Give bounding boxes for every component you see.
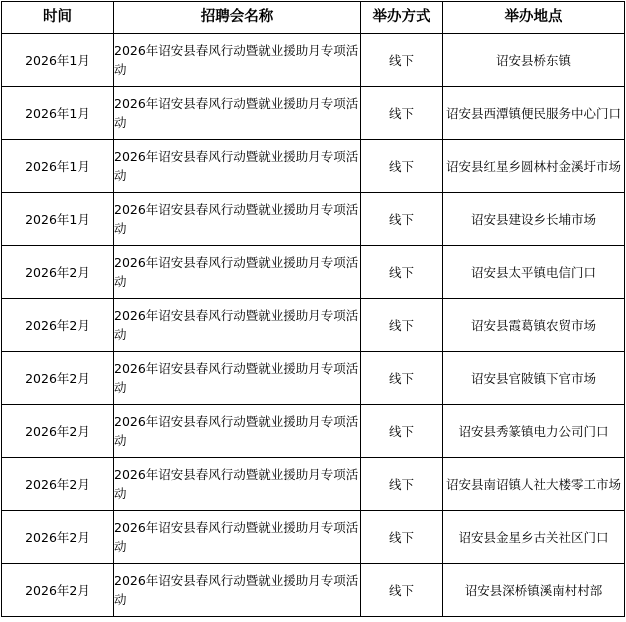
- header-location: 举办地点: [443, 2, 625, 34]
- cell-location: 诏安县南诏镇人社大楼零工市场: [443, 458, 625, 511]
- table-row: [2, 87, 625, 140]
- cell-mode: 线下: [361, 87, 443, 140]
- table-row: [2, 564, 625, 617]
- cell-time: 2026年2月: [2, 352, 114, 405]
- cell-mode: 线下: [361, 299, 443, 352]
- table-row: [2, 246, 625, 299]
- cell-mode: 线下: [361, 352, 443, 405]
- cell-mode: 线下: [361, 458, 443, 511]
- cell-time: 2026年1月: [2, 87, 114, 140]
- cell-time: 2026年2月: [2, 299, 114, 352]
- cell-time: 2026年2月: [2, 458, 114, 511]
- cell-fair-name: 2026年诏安县春风行动暨就业援助月专项活动: [114, 87, 361, 140]
- cell-mode: 线下: [361, 405, 443, 458]
- cell-location: 诏安县金星乡古关社区门口: [443, 511, 625, 564]
- cell-location: 诏安县霞葛镇农贸市场: [443, 299, 625, 352]
- cell-mode: 线下: [361, 564, 443, 617]
- cell-fair-name: 2026年诏安县春风行动暨就业援助月专项活动: [114, 405, 361, 458]
- cell-fair-name: 2026年诏安县春风行动暨就业援助月专项活动: [114, 193, 361, 246]
- cell-time: 2026年1月: [2, 140, 114, 193]
- cell-mode: 线下: [361, 34, 443, 87]
- cell-mode: 线下: [361, 193, 443, 246]
- cell-time: 2026年1月: [2, 34, 114, 87]
- cell-fair-name: 2026年诏安县春风行动暨就业援助月专项活动: [114, 299, 361, 352]
- cell-location: 诏安县官陂镇下官市场: [443, 352, 625, 405]
- cell-time: 2026年1月: [2, 193, 114, 246]
- cell-time: 2026年2月: [2, 405, 114, 458]
- cell-time: 2026年2月: [2, 564, 114, 617]
- header-time: 时间: [2, 2, 114, 34]
- table-row: [2, 405, 625, 458]
- cell-mode: 线下: [361, 140, 443, 193]
- table-row: [2, 34, 625, 87]
- cell-location: 诏安县建设乡长埔市场: [443, 193, 625, 246]
- cell-fair-name: 2026年诏安县春风行动暨就业援助月专项活动: [114, 34, 361, 87]
- cell-time: 2026年2月: [2, 246, 114, 299]
- job-fair-table: [1, 1, 625, 617]
- cell-fair-name: 2026年诏安县春风行动暨就业援助月专项活动: [114, 246, 361, 299]
- cell-fair-name: 2026年诏安县春风行动暨就业援助月专项活动: [114, 458, 361, 511]
- cell-location: 诏安县红星乡圆林村金溪圩市场: [443, 140, 625, 193]
- table-row: [2, 193, 625, 246]
- cell-location: 诏安县桥东镇: [443, 34, 625, 87]
- cell-time: 2026年2月: [2, 511, 114, 564]
- cell-fair-name: 2026年诏安县春风行动暨就业援助月专项活动: [114, 352, 361, 405]
- cell-mode: 线下: [361, 246, 443, 299]
- cell-location: 诏安县深桥镇溪南村村部: [443, 564, 625, 617]
- header-fair-name: 招聘会名称: [114, 2, 361, 34]
- cell-fair-name: 2026年诏安县春风行动暨就业援助月专项活动: [114, 564, 361, 617]
- table-row: [2, 140, 625, 193]
- table-row: [2, 352, 625, 405]
- cell-location: 诏安县秀篆镇电力公司门口: [443, 405, 625, 458]
- cell-location: 诏安县太平镇电信门口: [443, 246, 625, 299]
- cell-mode: 线下: [361, 511, 443, 564]
- table-header: [2, 2, 625, 34]
- header-row: [2, 2, 625, 34]
- cell-location: 诏安县西潭镇便民服务中心门口: [443, 87, 625, 140]
- cell-fair-name: 2026年诏安县春风行动暨就业援助月专项活动: [114, 140, 361, 193]
- cell-fair-name: 2026年诏安县春风行动暨就业援助月专项活动: [114, 511, 361, 564]
- table-row: [2, 511, 625, 564]
- table-row: [2, 458, 625, 511]
- table-body: [2, 34, 625, 617]
- header-mode: 举办方式: [361, 2, 443, 34]
- table-row: [2, 299, 625, 352]
